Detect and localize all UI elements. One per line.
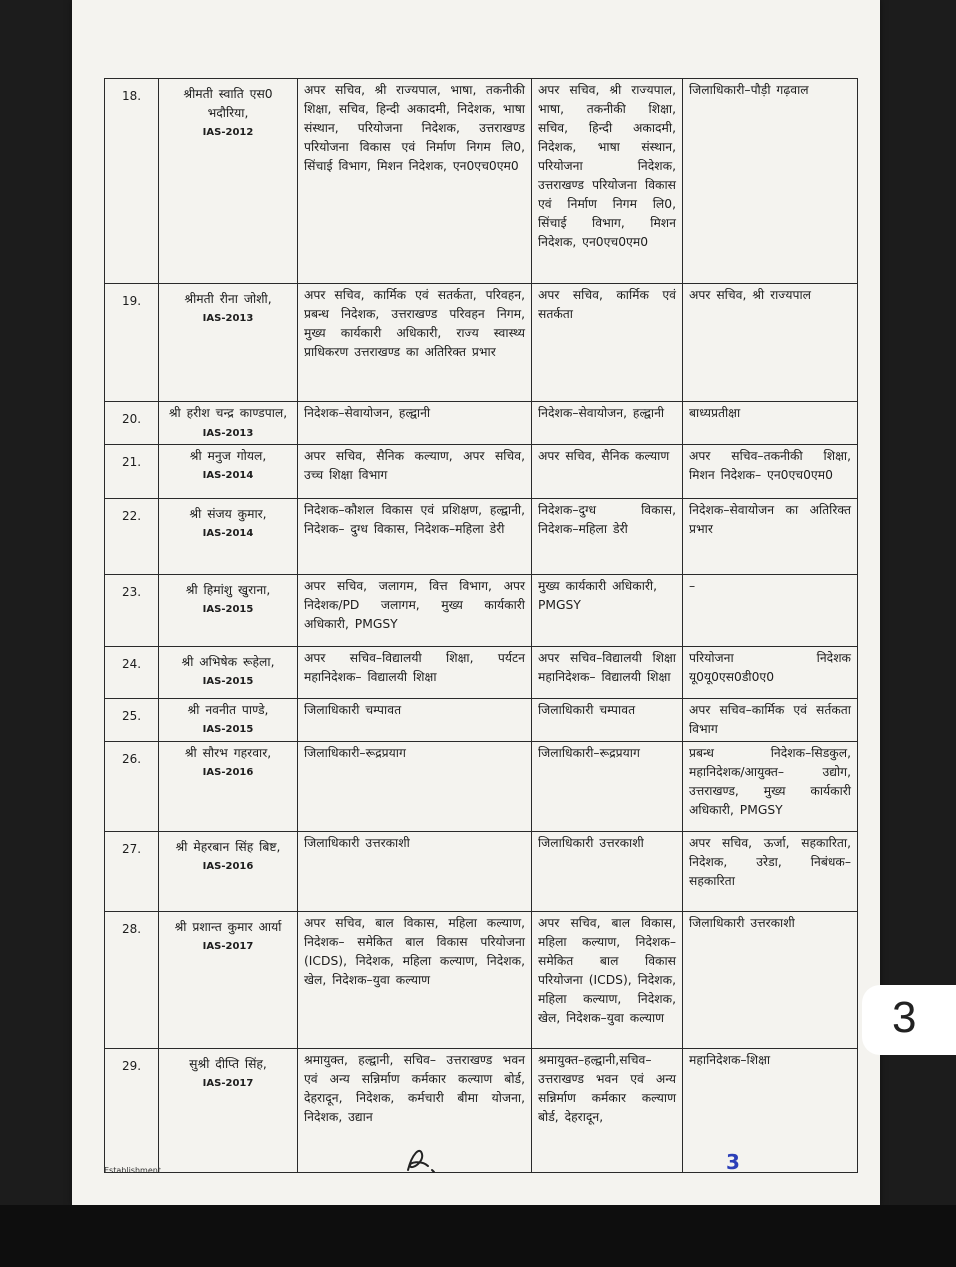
current-posting: अपर सचिव, सैनिक कल्याण, अपर सचिव, उच्च शिक्षा विभाग (298, 445, 532, 499)
table-row (105, 284, 858, 402)
batch-label: IAS-2014 (202, 470, 254, 481)
serial-number: 28. (105, 912, 159, 1049)
retained-posting: अपर सचिव–विद्यालयी शिक्षा महानिदेशक– विद्यालयी शिक्षा (532, 647, 683, 699)
table-row (105, 647, 858, 699)
batch-label: IAS-2015 (202, 724, 254, 735)
batch-label: IAS-2014 (202, 528, 254, 539)
serial-number: 26. (105, 742, 159, 832)
table-row (105, 445, 858, 499)
new-posting: महानिदेशक–शिक्षा (683, 1049, 858, 1173)
new-posting: अपर सचिव–कार्मिक एवं सर्तकता विभाग (683, 699, 858, 742)
new-posting: जिलाधिकारी–पौड़ी गढ़वाल (683, 79, 858, 284)
serial-number: 27. (105, 832, 159, 912)
batch-label: IAS-2017 (202, 1078, 254, 1089)
officer-name: श्रीमती रीना जोशी, IAS-2013 (159, 284, 298, 402)
retained-posting: अपर सचिव, कार्मिक एवं सतर्कता (532, 284, 683, 402)
current-posting: जिलाधिकारी चम्पावत (298, 699, 532, 742)
signature-mark (398, 1140, 442, 1180)
current-posting: अपर सचिव–विद्यालयी शिक्षा, पर्यटन महानिदेशक– विद्यालयी शिक्षा (298, 647, 532, 699)
retained-posting: जिलाधिकारी उत्तरकाशी (532, 832, 683, 912)
batch-label: IAS-2013 (202, 428, 254, 439)
officer-name: श्री नवनीत पाण्डे, IAS-2015 (159, 699, 298, 742)
current-posting: जिलाधिकारी–रूद्रप्रयाग (298, 742, 532, 832)
current-posting: अपर सचिव, कार्मिक एवं सतर्कता, परिवहन, प्रबन्ध निदेशक, उत्तराखण्ड परिवहन निगम, मुख्य कार्यकारी अधिकारी, राज्य स्वास्थ्य प्राधिकरण उत्तराखण्ड का अतिरिक्त प्रभार (298, 284, 532, 402)
new-posting: निदेशक–सेवायोजन का अतिरिक्त प्रभार (683, 499, 858, 575)
batch-label: IAS-2013 (202, 313, 254, 324)
current-posting: श्रमायुक्त, हल्द्वानी, सचिव– उत्तराखण्ड भवन एवं अन्य सन्निर्माण कर्मकार कल्याण बोर्ड, देहरादून, निदेशक, कर्मचारी बीमा योजना, निदेशक, उद्यान (298, 1049, 532, 1173)
table-row (105, 402, 858, 445)
retained-posting: जिलाधिकारी चम्पावत (532, 699, 683, 742)
officer-name: श्रीमती स्वाति एस0 भदौरिया, IAS-2012 (159, 79, 298, 284)
serial-number: 23. (105, 575, 159, 647)
new-posting: अपर सचिव, श्री राज्यपाल (683, 284, 858, 402)
current-posting: अपर सचिव, बाल विकास, महिला कल्याण, निदेशक– समेकित बाल विकास परियोजना (ICDS), निदेशक, महिला कल्याण, निदेशक, खेल, निदेशक–युवा कल्याण (298, 912, 532, 1049)
retained-posting: अपर सचिव, श्री राज्यपाल, भाषा, तकनीकी शिक्षा, सचिव, हिन्दी अकादमी, निदेशक, भाषा संस्थान, परियोजना निदेशक, उत्तराखण्ड परियोजना विकास एवं निर्माण निगम लि0, सिंचाई विभाग, मिशन निदेशक, एन0एच0एम0 (532, 79, 683, 284)
page-indicator-badge (862, 985, 956, 1055)
table-row (105, 912, 858, 1049)
retained-posting: निदेशक–सेवायोजन, हल्द्वानी (532, 402, 683, 445)
officer-name: श्री मनुज गोयल, IAS-2014 (159, 445, 298, 499)
batch-label: IAS-2015 (202, 604, 254, 615)
table-row (105, 742, 858, 832)
retained-posting: निदेशक–दुग्ध विकास, निदेशक–महिला डेरी (532, 499, 683, 575)
batch-label: IAS-2016 (202, 861, 254, 872)
batch-label: IAS-2012 (202, 127, 254, 138)
retained-posting: अपर सचिव, बाल विकास, महिला कल्याण, निदेशक–समेकित बाल विकास परियोजना (ICDS), निदेशक, महिला कल्याण, निदेशक, खेल, निदेशक–युवा कल्याण (532, 912, 683, 1049)
officer-name: श्री अभिषेक रूहेला, IAS-2015 (159, 647, 298, 699)
officer-name: श्री सौरभ गहरवार, IAS-2016 (159, 742, 298, 832)
officer-name: श्री मेहरबान सिंह बिष्ट, IAS-2016 (159, 832, 298, 912)
serial-number: 19. (105, 284, 159, 402)
serial-number: 21. (105, 445, 159, 499)
batch-label: IAS-2015 (202, 676, 254, 687)
table-row (105, 499, 858, 575)
retained-posting: मुख्य कार्यकारी अधिकारी, PMGSY (532, 575, 683, 647)
current-posting: अपर सचिव, श्री राज्यपाल, भाषा, तकनीकी शिक्षा, सचिव, हिन्दी अकादमी, निदेशक, भाषा संस्थान, परियोजना निदेशक, उत्तराखण्ड परियोजना विकास एवं निर्माण निगम लि0, सिंचाई विभाग, मिशन निदेशक, एन0एच0एम0 (298, 79, 532, 284)
officer-name: सुश्री दीप्ति सिंह, IAS-2017 (159, 1049, 298, 1173)
table-row (105, 832, 858, 912)
document-page (72, 0, 880, 1205)
batch-label: IAS-2016 (202, 767, 254, 778)
serial-number: 20. (105, 402, 159, 445)
new-posting: अपर सचिव–तकनीकी शिक्षा, मिशन निदेशक– एन0एच0एम0 (683, 445, 858, 499)
page-indicator-number: 3 (892, 993, 917, 1042)
serial-number: 24. (105, 647, 159, 699)
current-posting: निदेशक–सेवायोजन, हल्द्वानी (298, 402, 532, 445)
serial-number: 29. (105, 1049, 159, 1173)
new-posting: परियोजना निदेशक यू0यू0एस0डी0ए0 (683, 647, 858, 699)
officer-name: श्री हिमांशु खुराना, IAS-2015 (159, 575, 298, 647)
table-row (105, 699, 858, 742)
retained-posting: श्रमायुक्त–हल्द्वानी,सचिव– उत्तराखण्ड भवन एवं अन्य सन्निर्माण कर्मकार कल्याण बोर्ड, देहरादून, (532, 1049, 683, 1173)
serial-number: 18. (105, 79, 159, 284)
table-row (105, 575, 858, 647)
table-row (105, 79, 858, 284)
new-posting: प्रबन्ध निदेशक–सिडकुल, महानिदेशक/आयुक्त– उद्योग, उत्तराखण्ड, मुख्य कार्यकारी अधिकारी, PMGSY (683, 742, 858, 832)
table-row (105, 1049, 858, 1173)
officer-name: श्री हरीश चन्द्र काण्डपाल, IAS-2013 (159, 402, 298, 445)
serial-number: 25. (105, 699, 159, 742)
document-page-number: 3 (726, 1150, 740, 1174)
retained-posting: जिलाधिकारी–रूद्रप्रयाग (532, 742, 683, 832)
transfer-table (104, 78, 858, 1173)
current-posting: अपर सचिव, जलागम, वित्त विभाग, अपर निदेशक/PD जलागम, मुख्य कार्यकारी अधिकारी, PMGSY (298, 575, 532, 647)
new-posting: – (683, 575, 858, 647)
serial-number: 22. (105, 499, 159, 575)
officer-name: श्री प्रशान्त कुमार आर्या IAS-2017 (159, 912, 298, 1049)
background-strip (0, 1205, 956, 1267)
current-posting: निदेशक–कौशल विकास एवं प्रशिक्षण, हल्द्वानी, निदेशक– दुग्ध विकास, निदेशक–महिला डेरी (298, 499, 532, 575)
footer-establishment-label: Establishment (104, 1166, 161, 1175)
new-posting: बाध्यप्रतीक्षा (683, 402, 858, 445)
retained-posting: अपर सचिव, सैनिक कल्याण (532, 445, 683, 499)
new-posting: जिलाधिकारी उत्तरकाशी (683, 912, 858, 1049)
current-posting: जिलाधिकारी उत्तरकाशी (298, 832, 532, 912)
batch-label: IAS-2017 (202, 941, 254, 952)
new-posting: अपर सचिव, ऊर्जा, सहकारिता, निदेशक, उरेडा, निबंधक– सहकारिता (683, 832, 858, 912)
officer-name: श्री संजय कुमार, IAS-2014 (159, 499, 298, 575)
